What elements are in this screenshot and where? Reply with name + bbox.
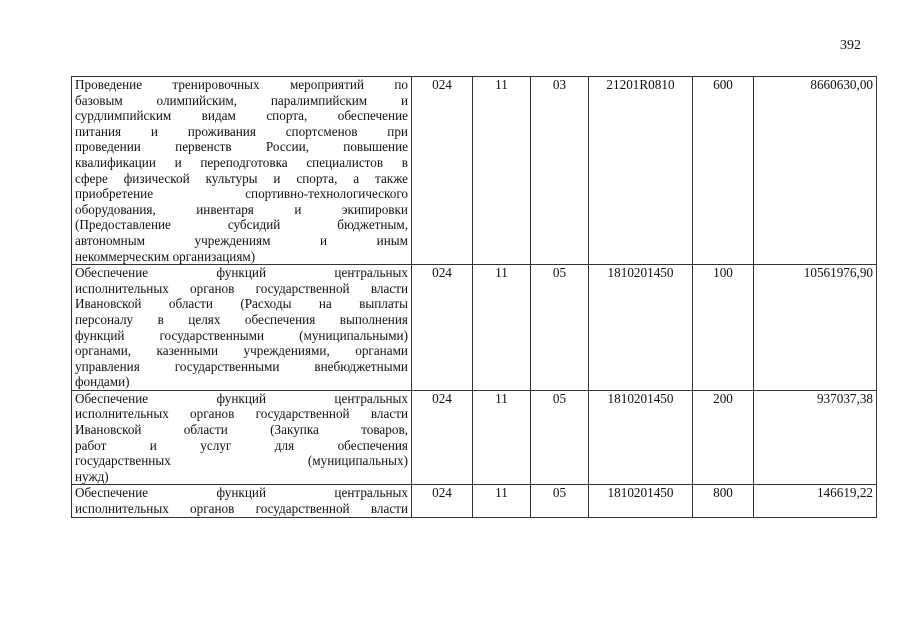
description-line: Ивановской области (Расходы на выплаты: [75, 296, 408, 312]
amount: 10561976,90: [754, 265, 877, 391]
description-line: приобретение спортивно-технологического: [75, 186, 408, 202]
table-row: [72, 77, 877, 265]
description-line: Обеспечение функций центральных: [75, 390, 408, 406]
table-row: [72, 485, 877, 517]
subsection-code: 05: [531, 265, 589, 391]
budget-table: [71, 76, 877, 518]
expense-type-code: 100: [693, 265, 754, 391]
target-article-code: 1810201450: [589, 265, 693, 391]
section-code: 11: [473, 390, 531, 485]
description-line: Обеспечение функций центральных: [75, 265, 408, 281]
target-article-code: 1810201450: [589, 485, 693, 517]
expense-type-code: 600: [693, 77, 754, 265]
description-line: исполнительных органов государственной власти: [75, 406, 408, 422]
description-line: квалификации и переподготовка специалистов в: [75, 154, 408, 170]
description-line: органами, казенными учреждениями, органами: [75, 343, 408, 359]
description-line: (Предоставление субсидий бюджетным,: [75, 217, 408, 233]
row-description: [72, 77, 412, 265]
ministry-code: 024: [412, 265, 473, 391]
description-line: проведении первенств России, повышение: [75, 139, 408, 155]
table-row: [72, 390, 877, 485]
description-line: питания и проживания спортсменов при: [75, 123, 408, 139]
description-line: сурдлимпийским видам спорта, обеспечение: [75, 108, 408, 124]
section-code: 11: [473, 485, 531, 517]
ministry-code: 024: [412, 77, 473, 265]
amount: 8660630,00: [754, 77, 877, 265]
subsection-code: 03: [531, 77, 589, 265]
page-number: 392: [840, 38, 861, 53]
description-line: исполнительных органов государственной власти: [75, 501, 408, 517]
row-description: [72, 390, 412, 485]
description-line: государственных (муниципальных): [75, 453, 408, 469]
amount: 937037,38: [754, 390, 877, 485]
budget-table-body: [72, 77, 877, 518]
description-line: сфере физической культуры и спорта, а также: [75, 170, 408, 186]
description-line: автономным учреждениям и иным: [75, 232, 408, 248]
section-code: 11: [473, 77, 531, 265]
ministry-code: 024: [412, 390, 473, 485]
table-row: [72, 265, 877, 391]
target-article-code: 1810201450: [589, 390, 693, 485]
description-line: некоммерческим организациям): [75, 248, 256, 264]
expense-type-code: 200: [693, 390, 754, 485]
description-line: управления государственными внебюджетными: [75, 358, 408, 374]
section-code: 11: [473, 265, 531, 391]
ministry-code: 024: [412, 485, 473, 517]
description-line: функций государственными (муниципальными): [75, 327, 408, 343]
description-line: исполнительных органов государственной власти: [75, 280, 408, 296]
description-line: работ и услуг для обеспечения: [75, 437, 408, 453]
description-line: персоналу в целях обеспечения выполнения: [75, 311, 408, 327]
row-description: [72, 265, 412, 391]
description-line: фондами): [75, 374, 130, 390]
description-line: Проведение тренировочных мероприятий по: [75, 77, 408, 92]
amount: 146619,22: [754, 485, 877, 517]
subsection-code: 05: [531, 390, 589, 485]
description-line: базовым олимпийским, паралимпийским и: [75, 92, 408, 108]
description-line: нужд): [75, 468, 109, 484]
target-article-code: 21201R0810: [589, 77, 693, 265]
description-line: оборудования, инвентаря и экипировки: [75, 201, 408, 217]
description-line: Обеспечение функций центральных: [75, 485, 408, 501]
row-description: [72, 485, 412, 517]
subsection-code: 05: [531, 485, 589, 517]
description-line: Ивановской области (Закупка товаров,: [75, 422, 408, 438]
expense-type-code: 800: [693, 485, 754, 517]
